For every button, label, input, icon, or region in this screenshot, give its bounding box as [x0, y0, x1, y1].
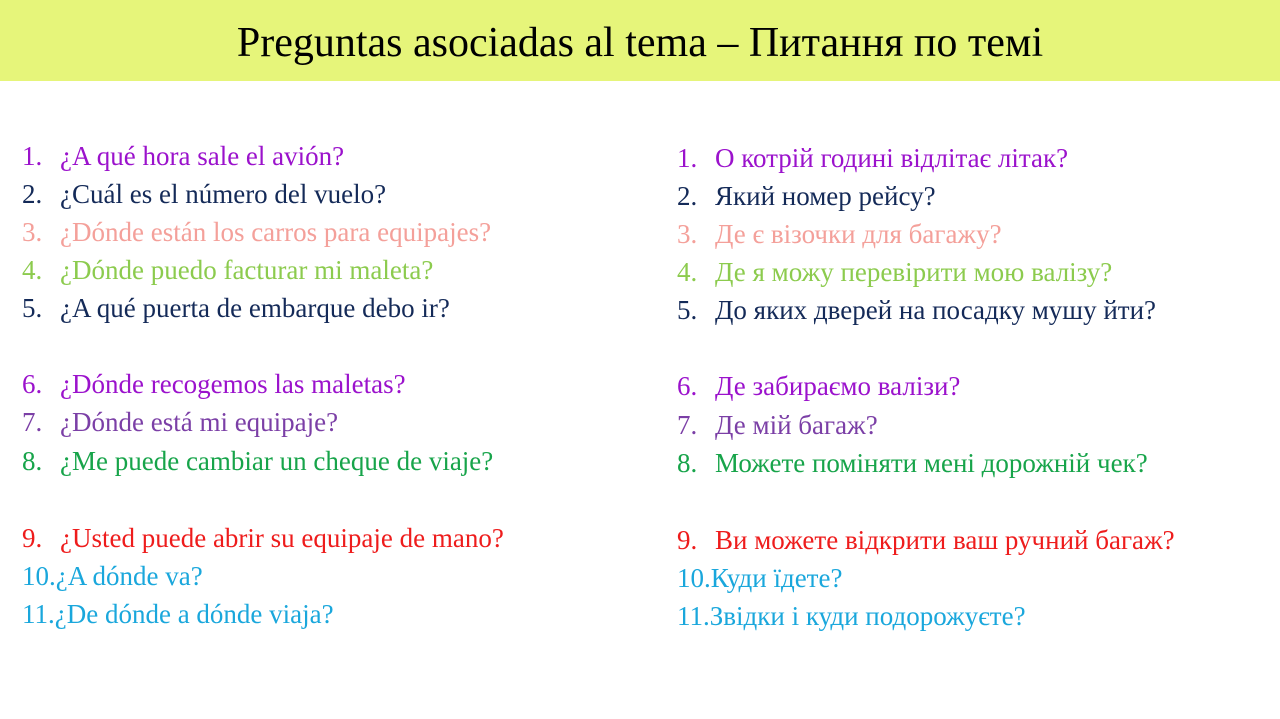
list-item	[677, 143, 1068, 173]
list-item	[22, 141, 344, 171]
item-text: ¿Dónde puedo facturar mi maleta?	[60, 255, 434, 285]
item-number: 6.	[22, 369, 43, 399]
item-number: 3.	[22, 217, 43, 247]
item-number: 10.	[677, 563, 711, 593]
item-number: 4.	[677, 257, 698, 287]
list-item	[677, 371, 960, 401]
item-number: 5.	[677, 295, 698, 325]
item-number: 11.	[677, 601, 710, 631]
item-text: ¿A qué hora sale el avión?	[60, 141, 345, 171]
item-number: 7.	[22, 407, 43, 437]
item-text: ¿Cuál es el número del vuelo?	[60, 179, 387, 209]
item-number: 7.	[677, 410, 698, 440]
list-item	[22, 599, 334, 629]
list-item	[22, 407, 338, 437]
list-item	[677, 448, 1148, 478]
item-number: 3.	[677, 219, 698, 249]
item-number: 6.	[677, 371, 698, 401]
list-item	[677, 410, 878, 440]
item-text: ¿Dónde está mi equipaje?	[60, 407, 339, 437]
item-text: Де я можу перевірити мою валізу?	[715, 257, 1113, 287]
item-text: Куди їдете?	[710, 563, 843, 593]
item-text: ¿A qué puerta de embarque debo ir?	[60, 293, 450, 323]
item-number: 1.	[677, 143, 698, 173]
item-number: 4.	[22, 255, 43, 285]
item-number: 10.	[22, 561, 56, 591]
list-item	[677, 257, 1112, 287]
list-item	[22, 523, 504, 553]
list-item	[22, 255, 433, 285]
slide-title: Preguntas asociadas al tema – Питання по темі	[236, 19, 1044, 66]
item-number: 5.	[22, 293, 43, 323]
list-item	[22, 446, 493, 476]
item-number: 8.	[677, 448, 698, 478]
item-text: Де забираємо валізи?	[715, 371, 961, 401]
item-text: О котрій годині відлітає літак?	[715, 143, 1069, 173]
title-bar	[0, 0, 1280, 81]
list-item	[677, 181, 936, 211]
item-text: Який номер рейсу?	[715, 181, 936, 211]
item-number: 1.	[22, 141, 43, 171]
item-text: ¿A dónde va?	[55, 561, 203, 591]
list-item	[22, 561, 203, 591]
item-text: ¿Me puede cambiar un cheque de viaje?	[60, 446, 494, 476]
item-text: Звідки і куди подорожуєте?	[709, 601, 1026, 631]
list-item	[22, 369, 406, 399]
list-item	[677, 219, 1002, 249]
item-text: До яких дверей на посадку мушу йти?	[715, 295, 1157, 325]
list-item	[677, 295, 1156, 325]
item-number: 9.	[22, 523, 43, 553]
list-item	[22, 293, 450, 323]
item-text: ¿Dónde están los carros para equipajes?	[60, 217, 492, 247]
item-number: 2.	[22, 179, 43, 209]
item-text: ¿De dónde a dónde viaja?	[54, 599, 334, 629]
list-item	[22, 179, 386, 209]
item-text: Де є візочки для багажу?	[715, 219, 1002, 249]
item-text: ¿Dónde recogemos las maletas?	[60, 369, 406, 399]
item-number: 11.	[22, 599, 55, 629]
list-item	[677, 601, 1026, 631]
item-number: 8.	[22, 446, 43, 476]
item-text: Де мій багаж?	[715, 410, 878, 440]
item-text: Можете поміняти мені дорожній чек?	[715, 448, 1148, 478]
list-item	[677, 525, 1175, 555]
list-item	[22, 217, 491, 247]
item-number: 2.	[677, 181, 698, 211]
item-text: ¿Usted puede abrir su equipaje de mano?	[60, 523, 504, 553]
item-text: Ви можете відкрити ваш ручний багаж?	[715, 525, 1175, 555]
list-item	[677, 563, 842, 593]
item-number: 9.	[677, 525, 698, 555]
